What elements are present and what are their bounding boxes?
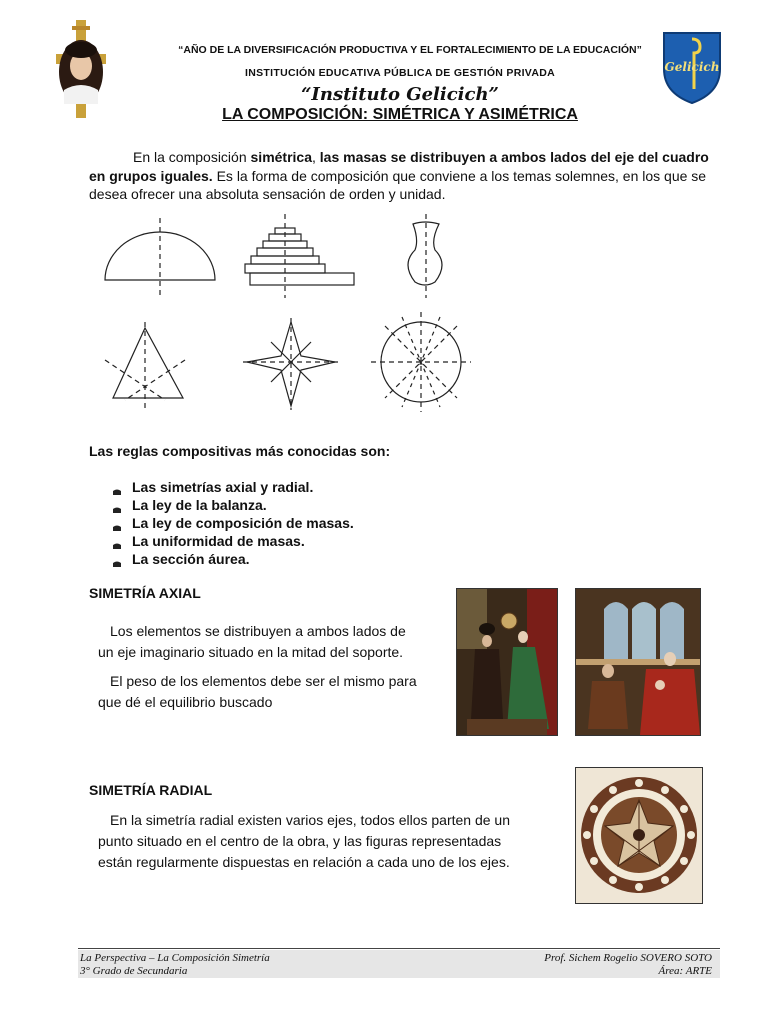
radial-mandala-image — [575, 767, 703, 904]
radial-heading: SIMETRÍA RADIAL — [89, 782, 213, 798]
left-logo — [52, 20, 110, 118]
footer-right-1: Prof. Sichem Rogelio SOVERO SOTO — [544, 952, 712, 964]
header-institution-type: INSTITUCIÓN EDUCATIVA PÚBLICA DE GESTIÓN PRIVADA — [245, 67, 555, 79]
list-item: La ley de la balanza. — [112, 496, 354, 514]
intro-paragraph: En la composición simétrica, las masas se distribuyen a ambos lados del eje del cuadro en grupos iguales. Es la forma de composición que conviene a los temas solemnes, en los que se desea ofrecer una absoluta sensación de orden y unidad. — [89, 149, 709, 202]
rules-heading: Las reglas compositivas más conocidas son: — [89, 443, 391, 459]
footer-divider — [78, 948, 720, 949]
header-motto: “AÑO DE LA DIVERSIFICACIÓN PRODUCTIVA Y EL FORTALECIMIENTO DE LA EDUCACIÓN” — [178, 44, 642, 56]
footer-left-2: 3° Grado de Secundaria — [80, 965, 188, 977]
header-institution-name: “Instituto Gelicich” — [301, 84, 499, 105]
stepped-pyramid-figure — [245, 214, 354, 298]
list-item: Las simetrías axial y radial. — [112, 478, 354, 496]
triangle-figure — [105, 322, 185, 410]
madonna-painting-image — [575, 588, 701, 736]
semicircle-figure — [105, 218, 215, 298]
bullet-icon — [112, 482, 122, 492]
shield-logo-text: Gelicich — [664, 60, 720, 74]
rules-list — [112, 478, 354, 568]
bullet-icon — [112, 554, 122, 564]
arnolfini-painting-image — [456, 588, 558, 736]
bullet-icon — [112, 500, 122, 510]
radial-text: En la simetría radial existen varios ejes, todos ellos parten de un punto situado en el centro de la obra, y las figuras representadas están regularmente dispuestas en relación a cada uno de los ejes. — [98, 812, 510, 870]
page-title: LA COMPOSICIÓN: SIMÉTRICA Y ASIMÉTRICA — [222, 106, 578, 123]
radial-circle-figure — [371, 312, 471, 412]
list-item: La uniformidad de masas. — [112, 532, 354, 550]
list-item: La sección áurea. — [112, 550, 354, 568]
bullet-icon — [112, 518, 122, 528]
star-figure — [243, 318, 339, 410]
bullet-icon — [112, 536, 122, 546]
list-item: La ley de composición de masas. — [112, 514, 354, 532]
right-logo-shield — [662, 31, 722, 105]
footer-right-2: Área: ARTE — [658, 965, 712, 977]
axial-text: Los elementos se distribuyen a ambos lados de un eje imaginario situado en la mitad del soporte. El peso de los elementos debe ser el mismo para que dé el equilibrio buscado — [98, 623, 417, 710]
symmetry-figures — [95, 210, 475, 425]
footer-left-1: La Perspectiva – La Composición Simetría — [80, 952, 270, 964]
vase-figure — [408, 214, 442, 298]
axial-heading: SIMETRÍA AXIAL — [89, 585, 201, 601]
